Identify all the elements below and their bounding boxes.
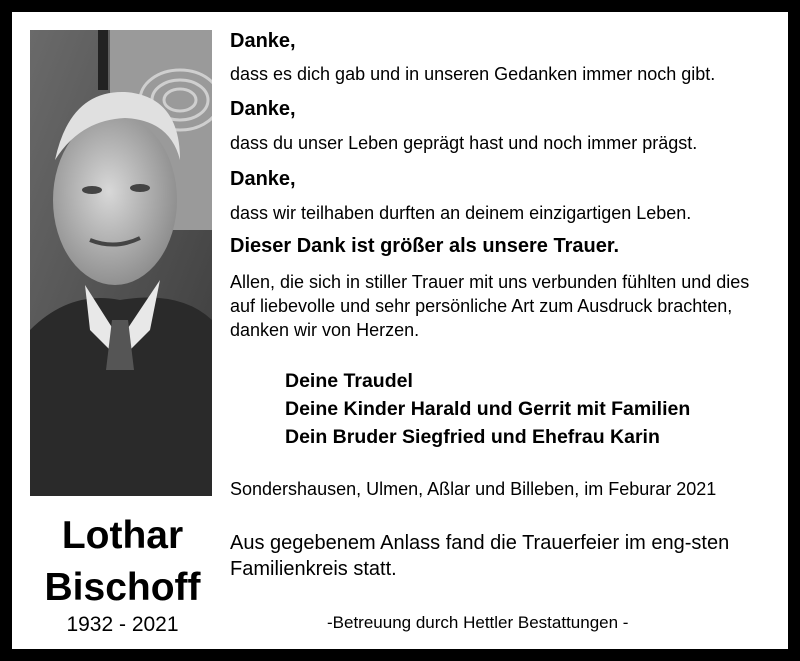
funeral-note: Aus gegebenem Anlass fand die Trauerfeier im eng-sten Familienkreis statt. [230, 532, 730, 580]
portrait-photo-drawing [30, 30, 212, 496]
thanks-heading-2: Danke, [230, 98, 296, 120]
thanks-heading-3: Danke, [230, 168, 296, 190]
thanks-text-3: dass wir teilhaben durften an deinem einzigartigen Leben. [230, 203, 692, 223]
portrait-photo [30, 30, 212, 496]
thanks-text-2: dass du unser Leben geprägt hast und noch immer prägst. [230, 133, 698, 153]
obituary-card [12, 12, 788, 649]
thanks-text-1: dass es dich gab und in unseren Gedanken immer noch gibt. [230, 64, 716, 84]
thanks-heading-1: Danke, [230, 30, 296, 52]
signature-line-3: Dein Bruder Siegfried und Ehefrau Karin [285, 426, 660, 448]
deceased-last-name: Bischoff [44, 566, 201, 609]
place-date: Sondershausen, Ulmen, Aßlar und Billeben, im Feburar 2021 [230, 479, 717, 499]
signature-line-1: Deine Traudel [285, 370, 413, 392]
signature-line-2: Deine Kinder Harald und Gerrit mit Familien [285, 398, 691, 420]
thanks-paragraph: Allen, die sich in stiller Trauer mit uns verbunden fühlten und dies auf liebevolle und sehr persönliche Art zum Ausdruck brachten, danken wir von Herzen. [230, 272, 750, 340]
dank-line: Dieser Dank ist größer als unsere Trauer. [230, 235, 620, 257]
deceased-first-name: Lothar [61, 514, 184, 557]
footer-undertaker: -Betreuung durch Hettler Bestattungen - [327, 613, 629, 632]
life-years: 1932 - 2021 [66, 613, 179, 636]
